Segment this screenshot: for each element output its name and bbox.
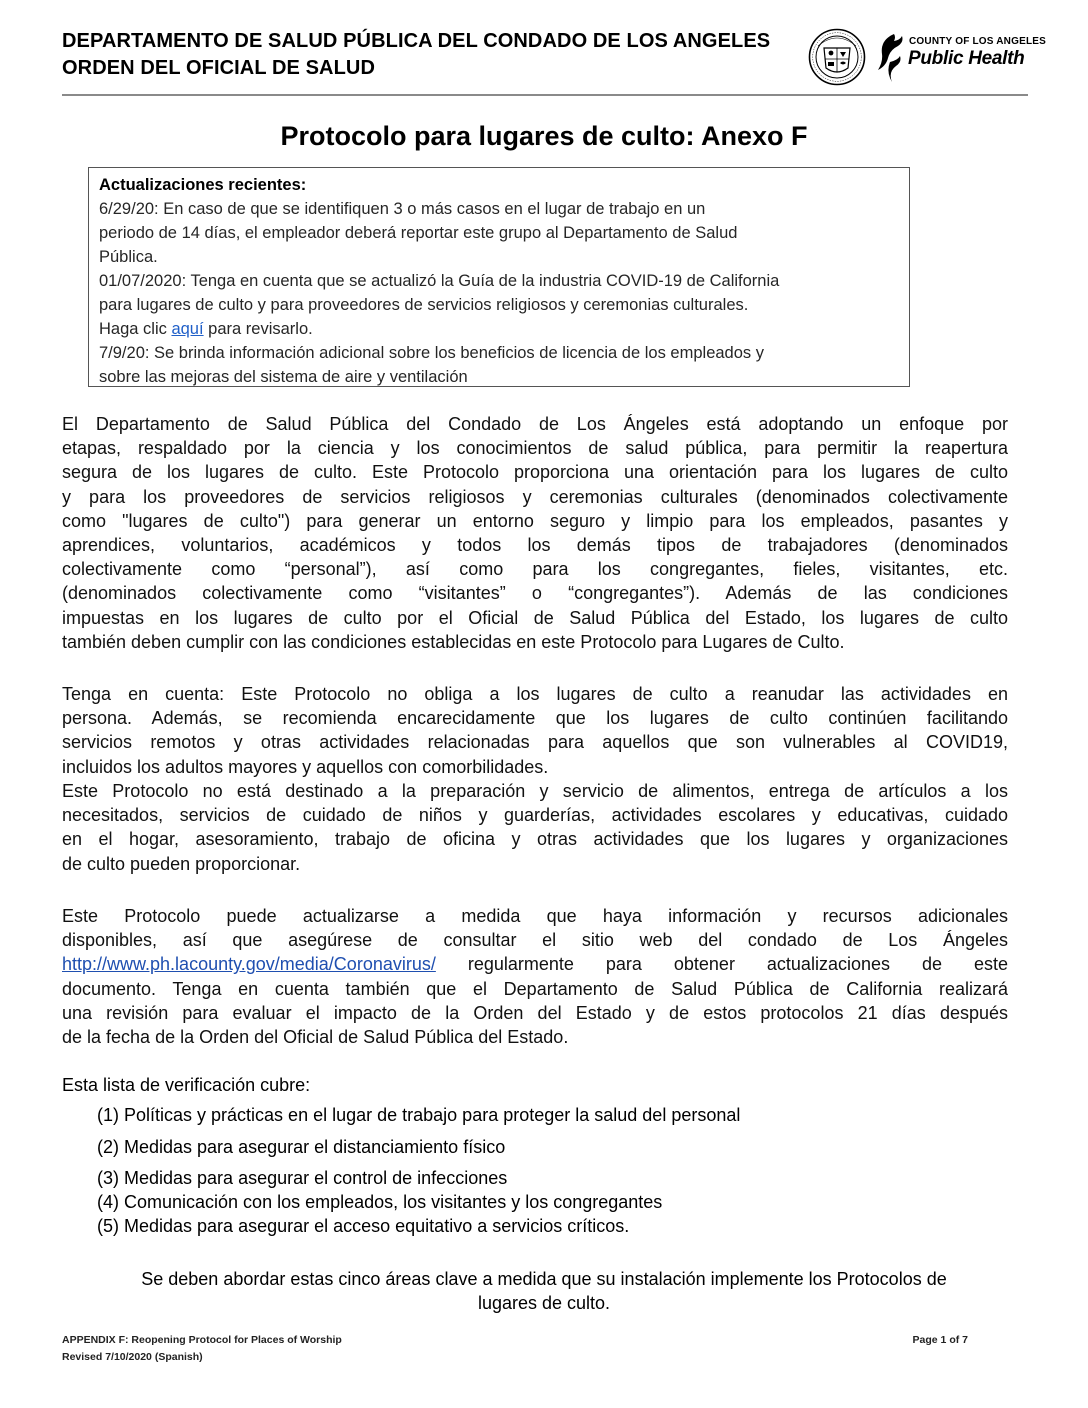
- update-click-line: [99, 317, 899, 341]
- paragraph-line: persona. Además, se recomienda encarecidamente que los lugares de culto continúen facilitando: [62, 708, 1008, 729]
- paragraph-line: y para los proveedores de servicios religiosos y ceremonias culturales (denominados colectivamente: [62, 486, 1008, 507]
- closing-statement: [0, 1267, 1088, 1315]
- update-line: 7/9/20: Se brinda información adicional sobre los beneficios de licencia de los empleados y: [99, 344, 764, 362]
- click-prefix: Haga clic: [99, 320, 172, 338]
- footer-appendix-label: APPENDIX F: [62, 1334, 126, 1346]
- paragraph-line: también deben cumplir con las condiciones establecidas en este Protocolo para Lugares de Culto.: [62, 631, 845, 652]
- paragraph-link-line: [62, 952, 1008, 976]
- coronavirus-url-link[interactable]: http://www.ph.lacounty.gov/media/Coronavirus/: [62, 954, 436, 975]
- aqui-link[interactable]: aquí: [171, 320, 204, 338]
- click-suffix: para revisarlo.: [203, 320, 313, 338]
- footer-appendix: [62, 1332, 968, 1349]
- paragraph-line: como "lugares de culto") para generar un entorno seguro y limpio para los empleados, pasantes y: [62, 510, 1008, 531]
- link-line-text: regularmente para obtener actualizaciones de este: [435, 954, 1008, 975]
- update-line: para lugares de culto y para proveedores de servicios religiosos y ceremonias culturales.: [99, 296, 749, 314]
- paragraph-line: (denominados colectivamente como “visitantes” o “congregantes”). Además de las condiciones: [62, 583, 1008, 604]
- note-paragraph: [62, 682, 1008, 779]
- intro-paragraph: [62, 412, 1008, 654]
- page-footer: [62, 1332, 968, 1366]
- paragraph-line: aprendices, voluntarios, académicos y todos los demás tipos de trabajadores (denominados: [62, 535, 1008, 556]
- checklist-intro: Esta lista de verificación cubre:: [62, 1075, 311, 1095]
- paragraph-line: disponibles, así que asegúrese de consultar el sitio web del condado de Los Ángeles: [62, 930, 1008, 951]
- public-health-logo: [876, 32, 1046, 84]
- footer-appendix-title: : Reopening Protocol for Places of Worship: [125, 1334, 342, 1346]
- update-line: Pública.: [99, 248, 158, 266]
- checklist-item: (3) Medidas para asegurar el control de infecciones: [97, 1168, 508, 1188]
- paragraph-line: Este Protocolo no está destinado a la preparación y servicio de alimentos, entrega de artículos a los: [62, 781, 1008, 801]
- header-order: ORDEN DEL OFICIAL DE SALUD: [62, 57, 375, 79]
- paragraph-line: El Departamento de Salud Pública del Condado de Los Ángeles está adoptando un enfoque por: [62, 414, 1008, 434]
- header-department: DEPARTAMENTO DE SALUD PÚBLICA DEL CONDADO DE LOS ANGELES: [62, 30, 771, 52]
- document-header: [62, 28, 862, 82]
- footer-page-number: Page 1 of 7: [912, 1334, 968, 1346]
- update-line: periodo de 14 días, el empleador deberá reportar este grupo al Departamento de Salud: [99, 224, 738, 242]
- footer-revised: Revised 7/10/2020 (Spanish): [62, 1351, 203, 1363]
- paragraph-line: de culto pueden proporcionar.: [62, 853, 301, 874]
- closing-line: lugares de culto.: [477, 1293, 611, 1313]
- checklist-item: (2) Medidas para asegurar el distanciamiento físico: [97, 1137, 506, 1157]
- paragraph-line: necesitados, servicios de cuidado de niños y guarderías, actividades escolares y educativas, cuidado: [62, 805, 1008, 826]
- paragraph-line: impuestas en los lugares de culto por el Oficial de Salud Pública del Estado, los lugares de culto: [62, 607, 1008, 628]
- scope-paragraph: [62, 779, 1008, 876]
- update-line: 01/07/2020: Tenga en cuenta que se actualizó la Guía de la industria COVID-19 de California: [99, 272, 780, 290]
- header-logos: [808, 28, 1046, 90]
- paragraph-line: una revisión para evaluar el impacto de la Orden del Estado y de estos protocolos 21 días después: [62, 1002, 1008, 1023]
- public-health-mark-icon: [876, 32, 906, 84]
- paragraph-line: Este Protocolo puede actualizarse a medida que haya información y recursos adicionales: [62, 906, 1008, 926]
- closing-line: Se deben abordar estas cinco áreas clave a medida que su instalación implemente los Protocolos de: [141, 1269, 947, 1289]
- paragraph-line: etapas, respaldado por la ciencia y los conocimientos de salud pública, para permitir la reapertura: [62, 438, 1008, 459]
- recent-updates-box: [88, 167, 910, 387]
- paragraph-line: de la fecha de la Orden del Oficial de Salud Pública del Estado.: [62, 1027, 569, 1048]
- updates-heading: Actualizaciones recientes:: [99, 176, 307, 194]
- paragraph-line: documento. Tenga en cuenta también que el Departamento de Salud Pública de California realizará: [62, 978, 1008, 999]
- checklist-item: (1) Políticas y prácticas en el lugar de trabajo para proteger la salud del personal: [97, 1105, 741, 1125]
- paragraph-line: colectivamente como “personal”), así como para los congregantes, fieles, visitantes, etc.: [62, 559, 1008, 580]
- logo-county-text: COUNTY OF LOS ANGELES: [909, 36, 1046, 47]
- paragraph-line: servicios remotos y otras actividades relacionadas para aquellos que son vulnerables al COVID19,: [62, 732, 1008, 753]
- update-line: 6/29/20: En caso de que se identifiquen 3 o más casos en el lugar de trabajo en un: [99, 200, 706, 218]
- paragraph-line: en el hogar, asesoramiento, trabajo de oficina y otras actividades que los lugares y organizaciones: [62, 829, 1008, 850]
- update-line: sobre las mejoras del sistema de aire y ventilación: [99, 368, 468, 386]
- updates-paragraph: [62, 904, 1008, 1049]
- paragraph-line: segura de los lugares de culto. Este Protocolo proporciona una orientación para los lugares de culto: [62, 462, 1008, 483]
- checklist-item: (5) Medidas para asegurar el acceso equitativo a servicios críticos.: [97, 1216, 630, 1236]
- logo-public-health-text: Public Health: [908, 48, 1025, 69]
- paragraph-line: incluidos los adultos mayores y aquellos con comorbilidades.: [62, 756, 549, 777]
- paragraph-line: Tenga en cuenta: Este Protocolo no obliga a los lugares de culto a reanudar las actividades en: [62, 684, 1008, 704]
- header-divider: [62, 94, 1028, 96]
- document-title: Protocolo para lugares de culto: Anexo F: [280, 121, 808, 151]
- county-seal-icon: [808, 28, 866, 86]
- checklist-item: (4) Comunicación con los empleados, los visitantes y los congregantes: [97, 1192, 663, 1212]
